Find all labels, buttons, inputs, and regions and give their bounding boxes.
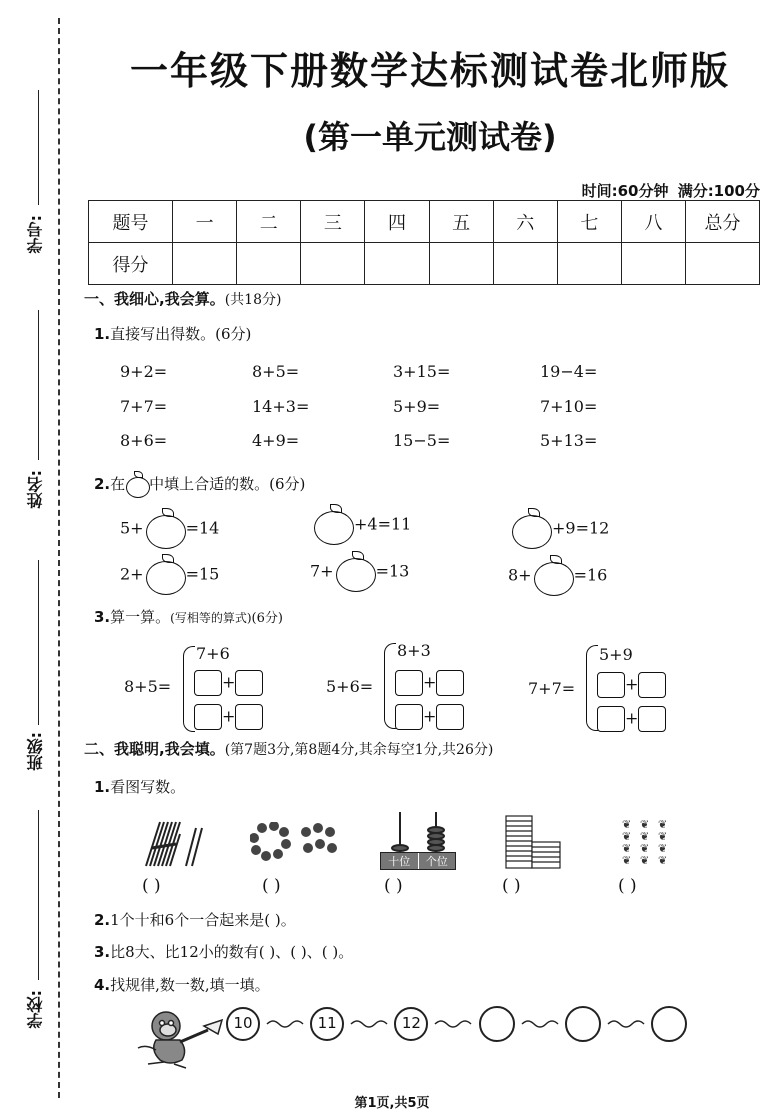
score-header-cell: 七 bbox=[557, 201, 621, 243]
s2-q3-text: 比8大、比12小的数有( )、( )、( )。 bbox=[110, 943, 354, 961]
equation-left: 7+ bbox=[310, 561, 334, 581]
svg-text:❦: ❦ bbox=[640, 842, 650, 855]
svg-text:❦: ❦ bbox=[640, 818, 650, 831]
apple-equation bbox=[312, 506, 411, 544]
score-header-cell: 五 bbox=[429, 201, 493, 243]
calc-item: 7+10= bbox=[540, 397, 598, 416]
time-info bbox=[578, 180, 760, 201]
s1-q3-number: 3. bbox=[94, 608, 111, 626]
student-name-field bbox=[10, 310, 50, 510]
equation-left: 5+ bbox=[120, 518, 144, 538]
squiggle-icon bbox=[606, 1018, 646, 1030]
sequence-circle: 11 bbox=[310, 1007, 344, 1041]
score-cell[interactable] bbox=[237, 243, 301, 285]
s1-q3-note: (写相等的算式) bbox=[170, 611, 252, 625]
score-header-cell: 总分 bbox=[686, 201, 760, 243]
full-score: 满分:100分 bbox=[677, 182, 760, 200]
apple-equation bbox=[508, 557, 607, 595]
student-name-line bbox=[38, 310, 39, 460]
blocks-icon bbox=[504, 814, 562, 870]
s2-q2-number: 2. bbox=[94, 911, 111, 929]
score-header-cell: 三 bbox=[301, 201, 365, 243]
class-label: 班级: bbox=[26, 732, 45, 771]
answer-box[interactable] bbox=[638, 706, 666, 732]
s1-q1-text: 直接写出得数。(6分) bbox=[110, 325, 252, 343]
plus-sign: + bbox=[222, 672, 236, 692]
class-line bbox=[38, 560, 39, 725]
s2-q1-number: 1. bbox=[94, 778, 111, 796]
calc-item: 14+3= bbox=[252, 397, 310, 416]
svg-text:❦: ❦ bbox=[658, 830, 668, 843]
apple-icon[interactable] bbox=[144, 510, 186, 548]
answer-blank[interactable]: ( ) bbox=[262, 876, 281, 896]
answer-blank[interactable]: ( ) bbox=[502, 876, 521, 896]
brace-given-expr: 5+9 bbox=[599, 645, 633, 664]
s2-q4 bbox=[94, 974, 270, 995]
apple-equation bbox=[310, 553, 409, 591]
svg-text:❦: ❦ bbox=[622, 842, 632, 855]
score-cell[interactable] bbox=[557, 243, 621, 285]
calc-item: 5+9= bbox=[393, 397, 441, 416]
sequence-blank-circle[interactable] bbox=[651, 1006, 687, 1042]
answer-box[interactable] bbox=[395, 670, 423, 696]
s1-q2-suffix: 中填上合适的数。(6分) bbox=[149, 475, 306, 493]
s2-q3 bbox=[94, 941, 353, 962]
brace-answer-row bbox=[597, 672, 666, 698]
answer-blank[interactable]: ( ) bbox=[142, 876, 161, 896]
svg-text:❦: ❦ bbox=[658, 854, 668, 867]
plus-sign: + bbox=[423, 672, 437, 692]
section1-points: (共18分) bbox=[224, 292, 282, 308]
abacus-tens-label: 十位 bbox=[381, 853, 419, 869]
answer-box[interactable] bbox=[436, 670, 464, 696]
score-cell[interactable] bbox=[493, 243, 557, 285]
apple-icon[interactable] bbox=[144, 556, 186, 594]
squiggle-icon bbox=[265, 1018, 305, 1030]
s1-q3-heading bbox=[94, 606, 283, 627]
time-limit: 时间:60分钟 bbox=[581, 182, 669, 200]
apple-icon bbox=[125, 473, 149, 497]
section2-points: (第7题3分,第8题4分,其余每空1分,共26分) bbox=[224, 742, 494, 758]
apple-equation bbox=[120, 556, 219, 594]
sequence-blank-circle[interactable] bbox=[565, 1006, 601, 1042]
answer-box[interactable] bbox=[235, 704, 263, 730]
number-sequence bbox=[226, 1006, 687, 1042]
flowers-icon bbox=[620, 816, 676, 868]
calc-item: 5+13= bbox=[540, 431, 598, 450]
sequence-circle: 12 bbox=[394, 1007, 428, 1041]
brace-answer-row bbox=[395, 704, 464, 730]
school-field bbox=[10, 810, 50, 1030]
student-number-line bbox=[38, 90, 39, 205]
squiggle-icon bbox=[349, 1018, 389, 1030]
beads-icon bbox=[250, 822, 340, 862]
calc-item: 8+5= bbox=[252, 362, 300, 381]
s1-q1-heading bbox=[94, 323, 251, 344]
calc-item: 8+6= bbox=[120, 431, 168, 450]
s1-q2-number: 2. bbox=[94, 475, 111, 493]
calc-item: 3+15= bbox=[393, 362, 451, 381]
s2-q3-number: 3. bbox=[94, 943, 111, 961]
brace-answer-row bbox=[395, 670, 464, 696]
score-table-header-row bbox=[89, 201, 760, 243]
svg-text:❦: ❦ bbox=[622, 830, 632, 843]
answer-box[interactable] bbox=[597, 672, 625, 698]
svg-text:❦: ❦ bbox=[622, 818, 632, 831]
answer-box[interactable] bbox=[194, 670, 222, 696]
s2-q4-number: 4. bbox=[94, 976, 111, 994]
equation-right: =16 bbox=[573, 565, 608, 585]
brace-given-expr: 8+3 bbox=[397, 641, 431, 660]
section2-heading bbox=[84, 738, 493, 759]
school-line bbox=[38, 810, 39, 980]
section1-title: 一、我细心,我会算。 bbox=[84, 290, 225, 308]
apple-icon[interactable] bbox=[510, 510, 552, 548]
s2-q4-text: 找规律,数一数,填一填。 bbox=[110, 976, 270, 994]
school-label: 学校: bbox=[26, 990, 45, 1029]
calc-item: 15−5= bbox=[393, 431, 451, 450]
answer-box[interactable] bbox=[235, 670, 263, 696]
answer-box[interactable] bbox=[436, 704, 464, 730]
brace-left-expr: 8+5= bbox=[124, 677, 172, 696]
answer-box[interactable] bbox=[194, 704, 222, 730]
calc-item: 19−4= bbox=[540, 362, 598, 381]
page-footer: 第1页,共5页 bbox=[354, 1096, 430, 1111]
s1-q3-points: (6分) bbox=[251, 611, 283, 626]
apple-icon[interactable] bbox=[312, 506, 354, 544]
answer-box[interactable] bbox=[638, 672, 666, 698]
sticks-icon bbox=[140, 818, 210, 870]
sequence-blank-circle[interactable] bbox=[479, 1006, 515, 1042]
answer-blank[interactable]: ( ) bbox=[384, 876, 403, 896]
class-field bbox=[10, 560, 50, 780]
equation-right: =15 bbox=[185, 564, 220, 584]
squiggle-icon bbox=[520, 1018, 560, 1030]
section1-heading bbox=[84, 288, 281, 309]
page-title: 一年级下册数学达标测试卷北师版 bbox=[129, 49, 730, 93]
score-cell[interactable] bbox=[429, 243, 493, 285]
apple-equation bbox=[510, 510, 609, 548]
plus-sign: + bbox=[625, 674, 639, 694]
svg-text:❦: ❦ bbox=[640, 854, 650, 867]
score-row-label: 得分 bbox=[89, 243, 173, 285]
svg-text:❦: ❦ bbox=[658, 818, 668, 831]
student-name-label: 姓名: bbox=[26, 470, 45, 509]
abacus-ones-label: 个位 bbox=[425, 855, 448, 868]
calc-item: 4+9= bbox=[252, 431, 300, 450]
equation-right: =13 bbox=[375, 561, 410, 581]
score-header-cell: 一 bbox=[173, 201, 237, 243]
svg-text:❦: ❦ bbox=[640, 830, 650, 843]
student-number-field bbox=[10, 80, 50, 270]
s2-q2-text: 1个十和6个一合起来是( )。 bbox=[110, 911, 296, 929]
equation-left: 8+ bbox=[508, 565, 532, 585]
monkey-icon bbox=[134, 1008, 228, 1070]
squiggle-icon bbox=[433, 1018, 473, 1030]
svg-text:❦: ❦ bbox=[658, 842, 668, 855]
plus-sign: + bbox=[222, 706, 236, 726]
s1-q1-number: 1. bbox=[94, 325, 111, 343]
score-header-cell: 二 bbox=[237, 201, 301, 243]
apple-icon[interactable] bbox=[532, 557, 574, 595]
answer-box[interactable] bbox=[597, 706, 625, 732]
plus-sign: + bbox=[625, 708, 639, 728]
abacus-base bbox=[380, 852, 456, 870]
calc-item: 7+7= bbox=[120, 397, 168, 416]
s1-q2-prefix: 在 bbox=[110, 475, 126, 493]
score-header-cell: 四 bbox=[365, 201, 429, 243]
apple-equation bbox=[120, 510, 219, 548]
score-header-cell: 题号 bbox=[89, 201, 173, 243]
s1-q3-text: 算一算。 bbox=[110, 608, 171, 626]
plus-sign: + bbox=[423, 706, 437, 726]
equation-right: +4=11 bbox=[354, 514, 412, 534]
page-subtitle: (第一单元测试卷) bbox=[303, 118, 557, 156]
s1-q2-heading bbox=[94, 473, 305, 497]
brace-given-expr: 7+6 bbox=[196, 644, 230, 663]
score-table bbox=[88, 200, 760, 285]
student-number-label: 学号: bbox=[26, 215, 45, 254]
score-cell[interactable] bbox=[173, 243, 237, 285]
score-cell[interactable] bbox=[686, 243, 760, 285]
sequence-circle: 10 bbox=[226, 1007, 260, 1041]
brace-answer-row bbox=[597, 706, 666, 732]
score-header-cell: 八 bbox=[621, 201, 685, 243]
s2-q2 bbox=[94, 909, 296, 930]
brace-answer-row bbox=[194, 704, 263, 730]
binding-dashed-line bbox=[58, 18, 60, 1098]
calc-item: 9+2= bbox=[120, 362, 168, 381]
equation-left: 2+ bbox=[120, 564, 144, 584]
apple-icon[interactable] bbox=[334, 553, 376, 591]
score-cell[interactable] bbox=[301, 243, 365, 285]
section2-title: 二、我聪明,我会填。 bbox=[84, 740, 225, 758]
equation-right: =14 bbox=[185, 518, 220, 538]
s2-q1-text: 看图写数。 bbox=[110, 778, 186, 796]
brace-left-expr: 7+7= bbox=[528, 679, 576, 698]
brace-left-expr: 5+6= bbox=[326, 677, 374, 696]
brace-answer-row bbox=[194, 670, 263, 696]
score-table-score-row bbox=[89, 243, 760, 285]
score-header-cell: 六 bbox=[493, 201, 557, 243]
score-cell[interactable] bbox=[365, 243, 429, 285]
answer-box[interactable] bbox=[395, 704, 423, 730]
answer-blank[interactable]: ( ) bbox=[618, 876, 637, 896]
abacus-icon bbox=[380, 810, 456, 870]
s2-q1-heading bbox=[94, 776, 185, 797]
score-cell[interactable] bbox=[621, 243, 685, 285]
svg-text:❦: ❦ bbox=[622, 854, 632, 867]
equation-right: +9=12 bbox=[552, 518, 610, 538]
